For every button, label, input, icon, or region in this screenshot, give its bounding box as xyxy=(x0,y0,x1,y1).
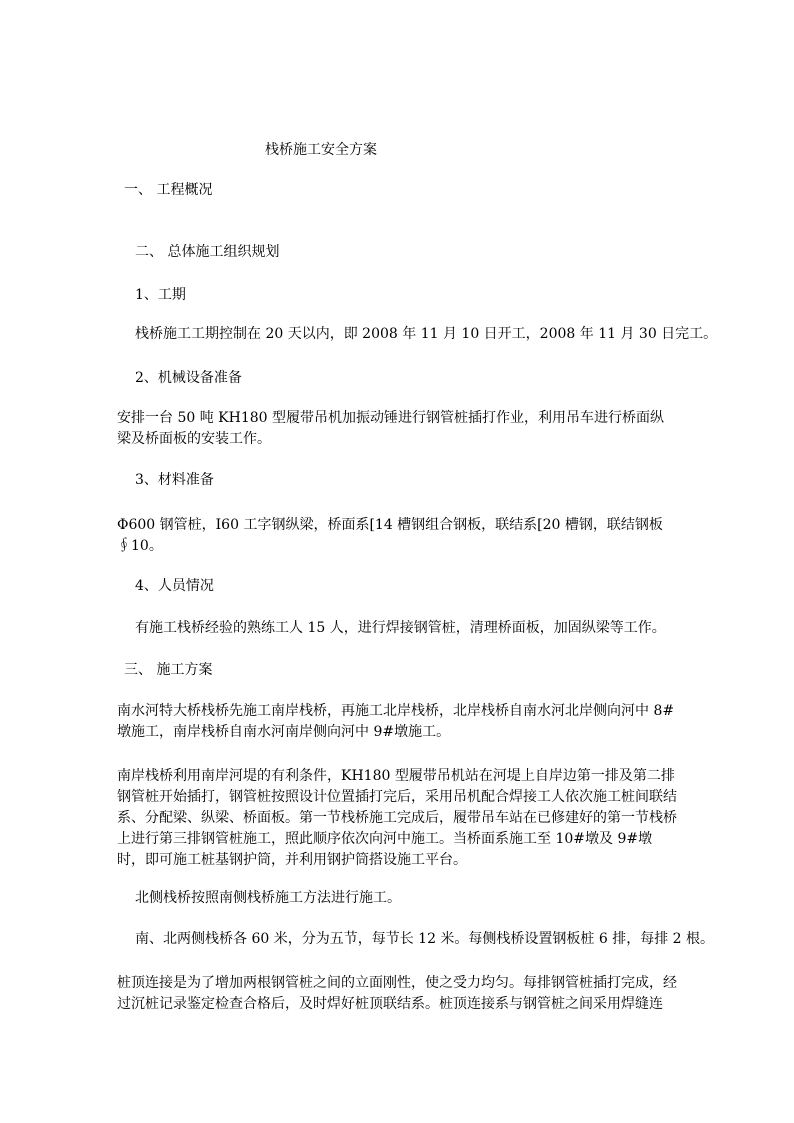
subheading-materials: 3、材料准备 xyxy=(135,472,214,488)
document-title: 栈桥施工安全方案 xyxy=(265,142,377,158)
paragraph-south-trestle: 南岸栈桥利用南岸河堤的有利条件，KH180 型履带吊机站在河堤上自岸边第一排及第二排钢管桩开始插打，钢管桩按照设计位置插打完后，采用吊机配合焊接工人依次施工桩间联结系、分配梁、纵梁、桥面板。第一节栈桥施工完成后，履带吊车站在已修建好的第一节栈桥上进行第三排钢管桩施工，照此顺序依次向河中施工。当桥面系施工至 10#墩及 9#墩时，即可施工桩基钢护筒，并利用钢护筒搭设施工平台。 xyxy=(117,768,677,868)
paragraph-dimensions: 南、北两侧栈桥各 60 米，分为五节，每节长 12 米。每侧栈桥设置钢板桩 6 排，每排 2 根。 xyxy=(135,931,715,947)
section-heading-overview: 一、 工程概况 xyxy=(124,182,213,198)
subheading-equipment: 2、机械设备准备 xyxy=(135,370,242,386)
paragraph-pile-connection: 桩顶连接是为了增加两根钢管桩之间的立面刚性，使之受力均匀。每排钢管桩插打完成，经过沉桩记录鉴定检查合格后，及时焊好桩顶联结系。桩顶连接系与钢管桩之间采用焊缝连 xyxy=(117,975,677,1012)
paragraph-sequence: 南水河特大桥栈桥先施工南岸栈桥，再施工北岸栈桥，北岸栈桥自南水河北岸侧向河中 8#墩施工，南岸栈桥自南水河南岸侧向河中 9#墩施工。 xyxy=(117,703,675,740)
subheading-personnel: 4、人员情况 xyxy=(135,578,214,594)
paragraph-schedule: 栈桥施工工期控制在 20 天以内，即 2008 年 11 月 10 日开工，2008 年 11 月 30 日完工。 xyxy=(135,326,718,342)
subheading-schedule: 1、工期 xyxy=(135,287,186,303)
paragraph-materials: Φ600 钢管桩，I60 工字钢纵梁，桥面系[14 槽钢组合钢板，联结系[20 槽钢，联结钢板 ∮10。 xyxy=(117,517,663,554)
paragraph-personnel: 有施工栈桥经验的熟练工人 15 人，进行焊接钢管桩，清理桥面板，加固纵梁等工作。 xyxy=(135,620,666,636)
paragraph-north-trestle: 北侧栈桥按照南侧栈桥施工方法进行施工。 xyxy=(135,890,401,906)
paragraph-equipment: 安排一台 50 吨 KH180 型履带吊机加振动锤进行钢管桩插打作业，利用吊车进行桥面纵梁及桥面板的安装工作。 xyxy=(117,410,665,447)
section-heading-organization: 二、 总体施工组织规划 xyxy=(135,244,280,260)
section-heading-construction-plan: 三、 施工方案 xyxy=(124,662,213,678)
